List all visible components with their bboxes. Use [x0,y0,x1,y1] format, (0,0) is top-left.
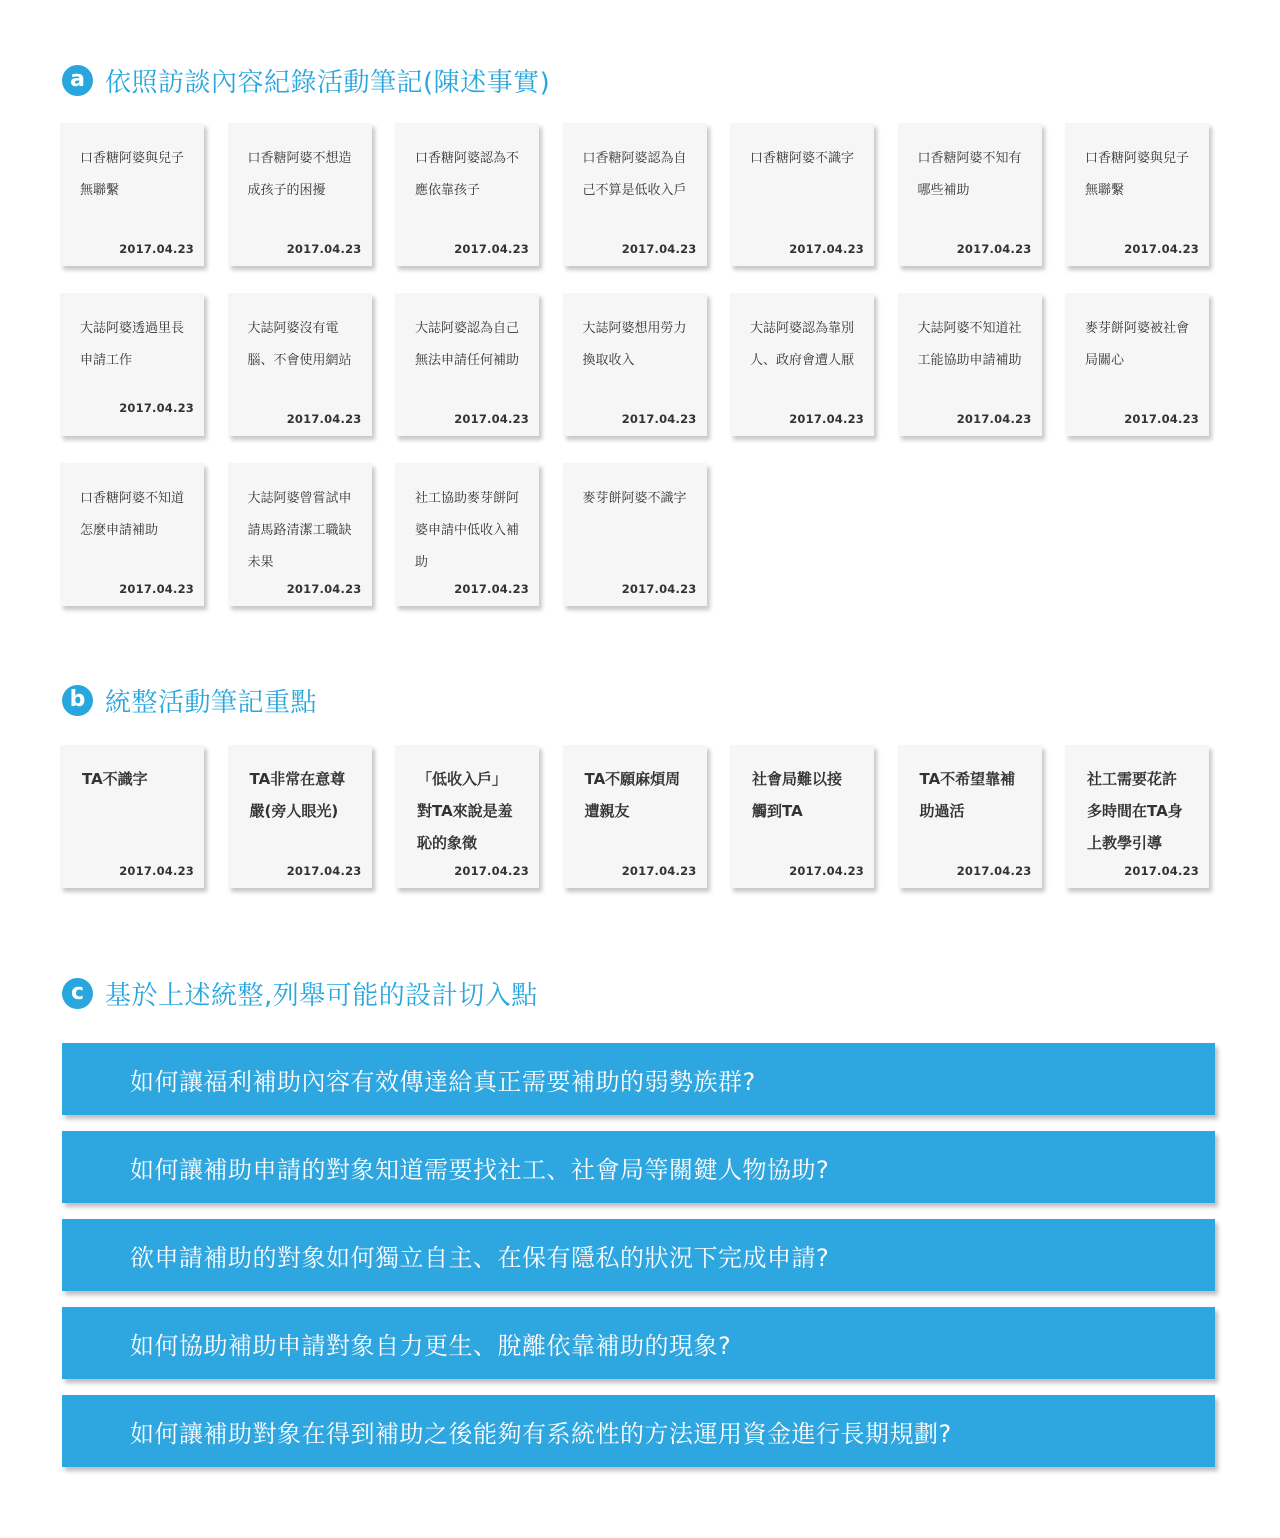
summary-card [60,745,204,888]
note-card [60,293,204,436]
note-text: 大誌阿婆曾嘗試申請馬路清潔工職缺未果 [247,491,352,570]
note-date: 2017.04.23 [119,582,194,596]
note-text: 麥芽餅阿婆被社會局關心 [1085,321,1190,368]
note-text: 社工協助麥芽餅阿婆申請中低收入補助 [415,491,520,570]
note-date: 2017.04.23 [1124,242,1199,256]
summary-text: TA不識字 [82,770,148,788]
note-text: 口香糖阿婆認為自己不算是低收入戶 [582,151,687,198]
note-card [898,293,1042,436]
design-question-text: 如何讓福利補助內容有效傳達給真正需要補助的弱勢族群? [130,1067,756,1096]
section-b-heading [62,682,317,718]
summary-date: 2017.04.23 [119,864,194,878]
note-date: 2017.04.23 [286,242,362,256]
note-text: 大誌阿婆想用勞力換取收入 [582,321,687,368]
summary-text: TA不願麻煩周遭親友 [584,770,681,820]
note-text: 口香糖阿婆與兒子無聯繫 [1085,151,1190,198]
note-date: 2017.04.23 [454,242,529,256]
design-question [62,1395,1215,1467]
note-card [1065,123,1209,266]
summary-card [563,745,707,888]
note-card [228,463,372,606]
note-card [898,123,1042,266]
design-question-text: 如何協助補助申請對象自力更生、脫離依靠補助的現象? [130,1331,732,1360]
note-date: 2017.04.23 [1124,412,1199,426]
design-question-text: 如何讓補助申請的對象知道需要找社工、社會局等關鍵人物協助? [130,1155,830,1184]
summary-text: 「低收入戶」對TA來說是羞恥的象徵 [417,770,513,852]
summary-date: 2017.04.23 [454,864,529,878]
note-card [563,463,707,606]
summary-date: 2017.04.23 [789,864,864,878]
note-card [1065,293,1209,436]
section-c-badge: c [62,978,93,1009]
section-b-badge: b [62,685,93,716]
design-question-text: 如何讓補助對象在得到補助之後能夠有系統性的方法運用資金進行長期規劃? [130,1419,952,1448]
design-question-text: 欲申請補助的對象如何獨立自主、在保有隱私的狀況下完成申請? [130,1243,830,1272]
summary-date: 2017.04.23 [286,864,362,878]
note-card [730,123,874,266]
note-text: 口香糖阿婆認為不應依靠孩子 [415,151,520,198]
summary-card [730,745,874,888]
note-card [395,463,539,606]
section-a-badge: a [62,65,93,96]
summary-card [1065,745,1209,888]
summary-text: 社工需要花許多時間在TA身上教學引導 [1087,770,1183,852]
section-a-heading [62,62,550,98]
summary-text: 社會局難以接觸到TA [752,770,843,820]
note-date: 2017.04.23 [789,412,864,426]
summary-date: 2017.04.23 [956,864,1032,878]
note-card [395,123,539,266]
note-date: 2017.04.23 [621,412,697,426]
note-card [563,293,707,436]
summary-card [228,745,372,888]
note-date: 2017.04.23 [286,582,362,596]
note-text: 大誌阿婆沒有電腦、不會使用網站 [247,321,352,368]
note-date: 2017.04.23 [119,242,194,256]
note-date: 2017.04.23 [454,582,529,596]
note-text: 口香糖阿婆不想造成孩子的困擾 [247,151,352,198]
note-card [228,123,372,266]
note-date: 2017.04.23 [286,412,362,426]
note-card [563,123,707,266]
note-text: 口香糖阿婆與兒子無聯繫 [80,151,185,198]
section-b-title: 統整活動筆記重點 [105,687,318,718]
design-question [62,1131,1215,1203]
note-date: 2017.04.23 [621,242,697,256]
note-text: 口香糖阿婆不知有哪些補助 [917,151,1022,198]
summary-card [395,745,539,888]
design-question [62,1307,1215,1379]
design-question-list [62,1043,1215,1483]
note-text: 大誌阿婆不知道社工能協助申請補助 [917,321,1022,368]
note-date: 2017.04.23 [956,412,1032,426]
note-text: 口香糖阿婆不識字 [750,151,855,166]
summary-text: TA不希望靠補助過活 [919,770,1016,820]
note-date: 2017.04.23 [454,412,529,426]
note-card [395,293,539,436]
note-card [60,123,204,266]
note-card [228,293,372,436]
summary-card [898,745,1042,888]
note-card [60,463,204,606]
note-date: 2017.04.23 [621,582,697,596]
note-card [730,293,874,436]
note-date: 2017.04.23 [956,242,1032,256]
design-question [62,1219,1215,1291]
note-text: 大誌阿婆認為靠別人、政府會遭人厭 [750,321,855,368]
section-c-title: 基於上述統整,列舉可能的設計切入點 [105,980,538,1011]
note-text: 大誌阿婆認為自己無法申請任何補助 [415,321,520,368]
summary-date: 2017.04.23 [1124,864,1199,878]
note-text: 大誌阿婆透過里長申請工作 [80,321,185,368]
note-text: 麥芽餅阿婆不識字 [582,491,687,506]
note-date: 2017.04.23 [789,242,864,256]
activity-notes-grid [60,123,1209,606]
section-c-heading [62,975,538,1011]
note-text: 口香糖阿婆不知道怎麼申請補助 [80,491,185,538]
summary-text: TA非常在意尊嚴(旁人眼光) [249,770,346,820]
design-question [62,1043,1215,1115]
summary-date: 2017.04.23 [621,864,697,878]
summary-notes-grid [60,745,1209,888]
note-date: 2017.04.23 [119,401,194,415]
section-a-title: 依照訪談內容紀錄活動筆記(陳述事實) [105,67,551,98]
